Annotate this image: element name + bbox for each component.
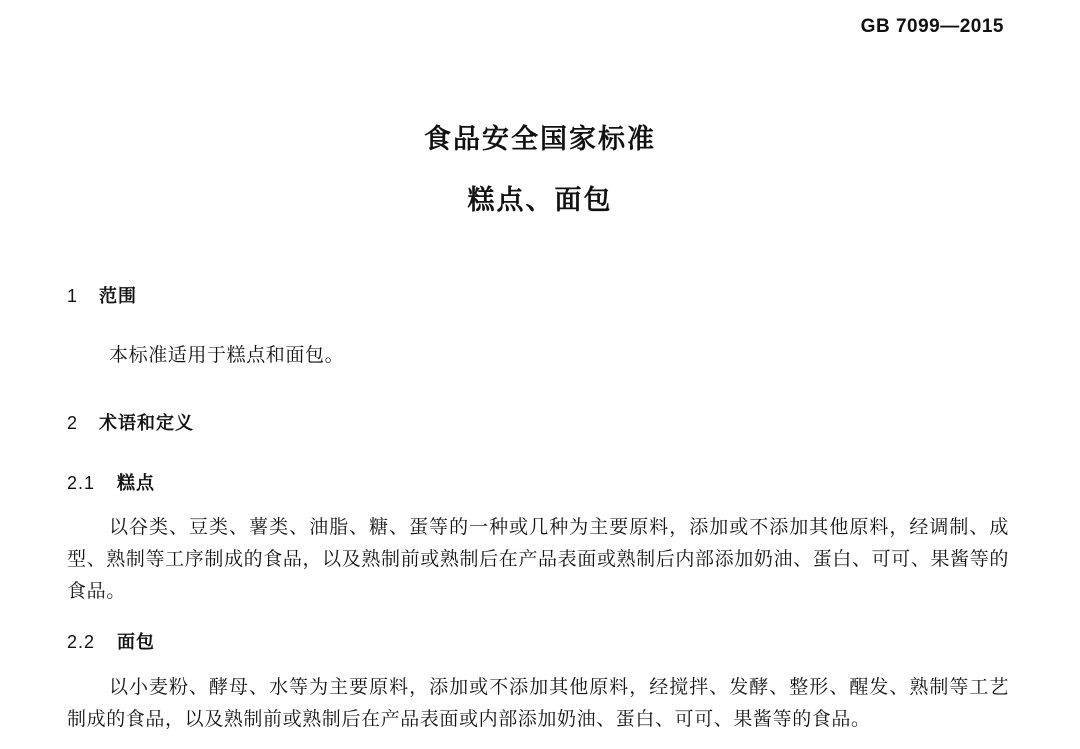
section-heading-terms bbox=[67, 409, 194, 435]
section-number: 2.1 bbox=[67, 473, 96, 493]
section-paragraph-scope: 本标准适用于糕点和面包。 bbox=[109, 344, 345, 366]
section-title: 范围 bbox=[99, 286, 137, 307]
definition-paragraph-pastry: 以谷类、豆类、薯类、油脂、糖、蛋等的一种或几种为主要原料，添加或不添加其他原料，经调制、成型、熟制等工序制成的食品，以及熟制前或熟制后在产品表面或熟制后内部添加奶油、蛋白、可可、果酱等的食品。 bbox=[67, 516, 1009, 602]
section-number: 2 bbox=[67, 413, 79, 433]
document-title: 食品安全国家标准 bbox=[424, 124, 656, 155]
section-title: 糕点 bbox=[117, 473, 155, 494]
subsection-heading-pastry bbox=[67, 469, 155, 495]
section-number: 2.2 bbox=[67, 632, 96, 652]
subsection-heading-bread bbox=[67, 628, 155, 654]
section-title: 面包 bbox=[117, 632, 155, 653]
section-heading-scope bbox=[67, 282, 137, 308]
definition-paragraph-bread: 以小麦粉、酵母、水等为主要原料，添加或不添加其他原料，经搅拌、发酵、整形、醒发、熟制等工艺制成的食品，以及熟制前或熟制后在产品表面或内部添加奶油、蛋白、可可、果酱等的食品。 bbox=[67, 676, 1009, 730]
document-subtitle: 糕点、面包 bbox=[467, 185, 613, 216]
section-title: 术语和定义 bbox=[99, 413, 194, 434]
standard-number: GB 7099—2015 bbox=[860, 16, 1004, 37]
section-number: 1 bbox=[67, 286, 79, 306]
